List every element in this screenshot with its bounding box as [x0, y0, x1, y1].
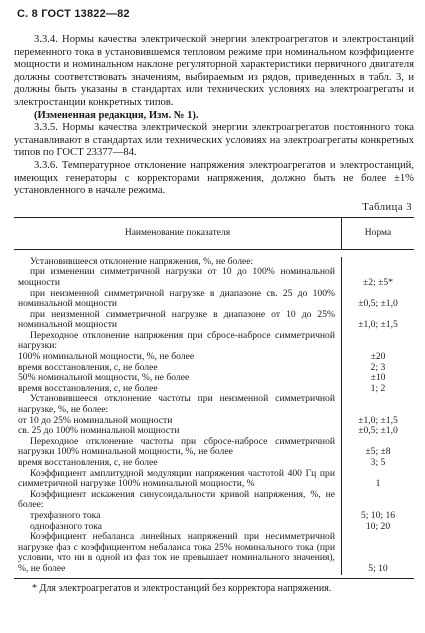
table-3	[14, 217, 414, 579]
indicator-name: 50% номинальной мощности, %, не более	[18, 372, 190, 384]
indicator-name: при неизменной симметричной нагрузке в диапазоне св. 25 до 100% номинальной мощности	[18, 287, 335, 310]
indicator-norm: 5; 10; 16	[341, 511, 414, 522]
indicator-name: при изменении симметричной нагрузки от 10 до 100% номинальной мощности	[18, 266, 335, 288]
indicator-name: Коэффициент небаланса линейных напряжений при несимметричной нагрузке фаз с коэффициентом небаланса тока 25% номинального тока (при условии, что ни в одной из фаз ток не превышает номинального значения), %, не более	[18, 531, 335, 574]
table-row	[14, 469, 414, 490]
table-row	[14, 310, 414, 331]
indicator-norm: ±0,5; ±1,0	[341, 289, 414, 310]
indicator-norm: 1; 2	[341, 384, 414, 395]
indicator-norm	[341, 394, 414, 415]
footnote: * Для электроагрегатов и электростанций без корректора напряжения.	[32, 582, 332, 594]
indicator-norm	[341, 490, 414, 511]
indicator-name: время восстановления, с, не более	[18, 457, 158, 468]
indicator-name: Переходное отклонение частоты при сбросе-набросе симметричной нагрузки 100% номинальной мощности, %, не более	[18, 435, 335, 458]
indicator-name: 100% номинальной мощности, %, не более	[18, 351, 195, 363]
indicator-norm: 10; 20	[341, 522, 414, 533]
indicator-norm: ±1,0; ±1,5	[341, 416, 414, 427]
table-row	[14, 289, 414, 310]
table-row	[14, 331, 414, 352]
indicator-name: при неизменной симметричной нагрузке в диапазоне от 10 до 25% номинальной мощности	[18, 308, 335, 331]
paragraph-3-3-5: 3.3.5. Нормы качества электрической энергии электроагрегатов постоянного тока устанавливают в стандартах или технических условиях на электроагрегаты конкретных типов по ГОСТ 23377—84.	[14, 122, 414, 159]
indicator-norm: 1	[341, 469, 414, 490]
table-row	[14, 437, 414, 458]
paragraph-3-3-4: 3.3.4. Нормы качества электрической энергии электроагрегатов и электростанций переменного тока в установившемся тепловом режиме при номинальном коэффициенте мощности и номинальном наклоне регуляторной характеристики первичного двигателя должны соответствовать значениям, выбираемым из рядов, приведенных в табл. 3, и должны быть указаны в стандартах или технических условиях на электроагрегаты и электростанции конкретных типов.	[14, 34, 414, 108]
page-header: С. 8 ГОСТ 13822—82	[17, 8, 130, 20]
indicator-name: св. 25 до 100% номинальной мощности	[18, 425, 180, 437]
indicator-name: Коэффициент амплитудной модуляции напряжения частотой 400 Гц при симметричной нагрузке 100% номинальной мощности, %	[18, 467, 335, 490]
indicator-norm: ±5; ±8	[341, 437, 414, 458]
indicator-name: время восстановления, с, не более	[18, 382, 158, 394]
table-row	[14, 458, 414, 469]
table-row	[14, 267, 414, 288]
indicator-norm: ±20	[341, 352, 414, 363]
indicator-norm: ±10	[341, 373, 414, 384]
table-caption: Таблица 3	[362, 201, 412, 213]
indicator-norm: 3; 5	[341, 458, 414, 469]
indicator-norm: ±2; ±5*	[341, 267, 414, 288]
column-header-norm: Норма	[364, 228, 392, 239]
indicator-norm: ±0,5; ±1,0	[341, 426, 414, 437]
document-page	[14, 8, 414, 595]
indicator-norm: ±1,0; ±1,5	[341, 310, 414, 331]
table-header	[14, 218, 414, 250]
indicator-norm	[341, 257, 414, 268]
indicator-name: Коэффициент искажения синусоидальности кривой напряжения, %, не более:	[18, 488, 335, 511]
indicator-name: Установившееся отклонение напряжения, %, не более:	[30, 255, 254, 267]
column-header-name: Наименование показателя	[14, 218, 342, 249]
indicator-name: трехфазного тока	[30, 509, 101, 521]
amendment-note: (Измененная редакция, Изм. № 1).	[34, 109, 199, 121]
indicator-name: Переходное отклонение напряжения при сбросе-набросе симметричной нагрузки:	[18, 329, 335, 352]
table-row	[14, 490, 414, 511]
paragraph-3-3-6: 3.3.6. Температурное отклонение напряжения электроагрегатов и электростанций, имеющих генераторы с корректорами напряжения, должно быть не более ±1% установленного в начале режима.	[14, 159, 414, 197]
indicator-norm: 5; 10	[341, 532, 414, 574]
indicator-name: однофазного тока	[30, 520, 103, 532]
table-row	[14, 532, 414, 574]
table-row	[14, 394, 414, 415]
table-body	[14, 250, 414, 578]
table-row	[14, 511, 414, 522]
indicator-name: время восстановления, с, не более	[18, 361, 158, 373]
indicator-norm: 2; 3	[341, 363, 414, 374]
indicator-name: Установившееся отклонение частоты при неизменной симметричной нагрузке, %, не более:	[18, 393, 335, 416]
indicator-name: от 10 до 25% номинальной мощности	[18, 414, 173, 426]
indicator-norm	[341, 331, 414, 352]
